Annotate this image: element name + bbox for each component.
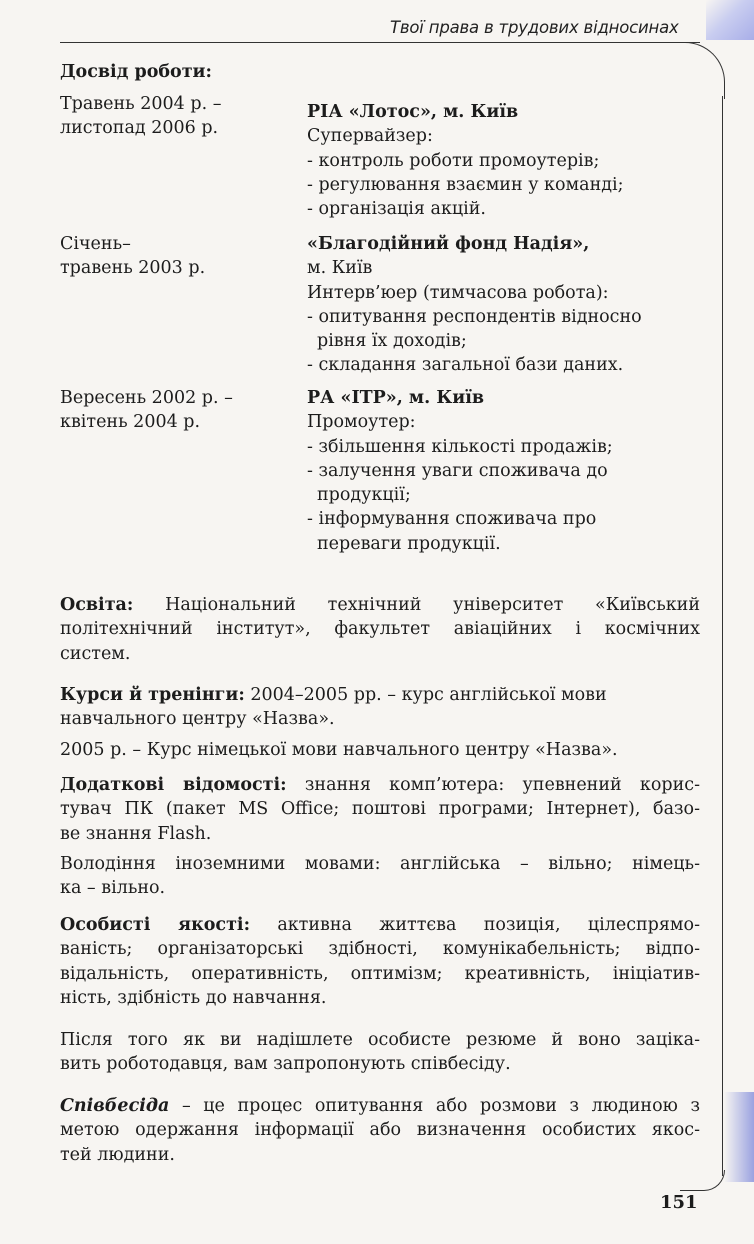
interview-definition-paragraph: Співбесіда – це процес опитування або розмови з людиною з метою одержання інформації або визначення особистих якос- тей людини.	[60, 1096, 700, 1165]
experience-period-2: Січень– травень 2003 р.	[60, 234, 206, 279]
duty-item: - регулювання взаємин у команді;	[307, 174, 624, 195]
experience-job-2	[307, 232, 707, 378]
additional-info-label: Додаткові відомості:	[60, 775, 287, 795]
page-number: 151	[660, 1192, 698, 1213]
page-corner-tab	[706, 0, 754, 40]
duty-item-continued: переваги продукції.	[317, 533, 501, 554]
footer-corner-curve	[680, 1170, 725, 1191]
company-name: РА «ІТР», м. Київ	[307, 388, 485, 408]
education-label: Освіта:	[60, 595, 134, 615]
header-corner-curve	[680, 42, 725, 99]
duty-item: - залучення уваги споживача до	[307, 460, 608, 481]
after-resume-paragraph: Після того як ви надішлете особисте резюме й воно заціка- вить роботодавця, вам запропонують співбесіду.	[60, 1030, 700, 1075]
page-edge-tab	[724, 1092, 754, 1182]
experience-period-1: Травень 2004 р. – листопад 2006 р.	[60, 94, 222, 139]
running-head: Твої права в трудових відносинах	[390, 18, 679, 37]
personal-qualities-label: Особисті якості:	[60, 915, 251, 935]
experience-job-3	[307, 386, 707, 556]
job-position: Интерв’юер (тимчасова робота):	[307, 282, 609, 303]
additional-info-paragraph: Додаткові відомості: знання комп’ютера: упевнений корис- тувач ПК (пакет MS Office; поштові програми; Інтернет), базо- ве знання Flash. Володіння іноземними мовами: англійська – вільно; німець- ка – вільно.	[60, 775, 700, 899]
duty-item: - організація акцій.	[307, 199, 486, 220]
duty-item-continued: рівня їх доходів;	[317, 331, 467, 352]
experience-title: Досвід роботи:	[60, 62, 212, 82]
experience-job-1	[307, 100, 707, 221]
company-city: м. Київ	[307, 258, 373, 279]
duty-item-continued: продукції;	[317, 485, 411, 506]
job-position: Супервайзер:	[307, 126, 433, 147]
experience-period-3: Вересень 2002 р. – квітень 2004 р.	[60, 388, 233, 433]
duty-item: - інформування споживача про	[307, 509, 597, 530]
duty-item: - опитування респондентів відносно	[307, 306, 642, 327]
duty-item: - контроль роботи промоутерів;	[307, 150, 600, 171]
courses-label: Курси й тренінги:	[60, 685, 245, 705]
duty-item: - збільшення кількості продажів;	[307, 436, 613, 457]
duty-item: - складання загальної бази даних.	[307, 355, 624, 376]
header-rule	[60, 42, 700, 43]
courses-paragraph: Курси й тренінги: 2004–2005 рр. – курс англійської мови навчального центру «Назва». 2005 р. – Курс німецької мови навчального центру «Назва».	[60, 685, 618, 760]
interview-term: Співбесіда	[60, 1096, 170, 1116]
company-name: РІА «Лотос», м. Київ	[307, 102, 519, 122]
job-position: Промоутер:	[307, 412, 416, 433]
personal-qualities-paragraph: Особисті якості: активна життєва позиція, цілеспрямо- ваність; організаторські здібності, комунікабельність; відпо- відальність, оперативність, оптимізм; креативність, ініціатив- ність, здібність до навчання.	[60, 915, 700, 1008]
company-name: «Благодійний фонд Надія»,	[307, 234, 590, 254]
education-paragraph: Освіта: Національний технічний університет «Київський політехнічний інститут», факультет авіаційних і космічних систем.	[60, 595, 700, 664]
right-margin-rule	[722, 96, 723, 1176]
